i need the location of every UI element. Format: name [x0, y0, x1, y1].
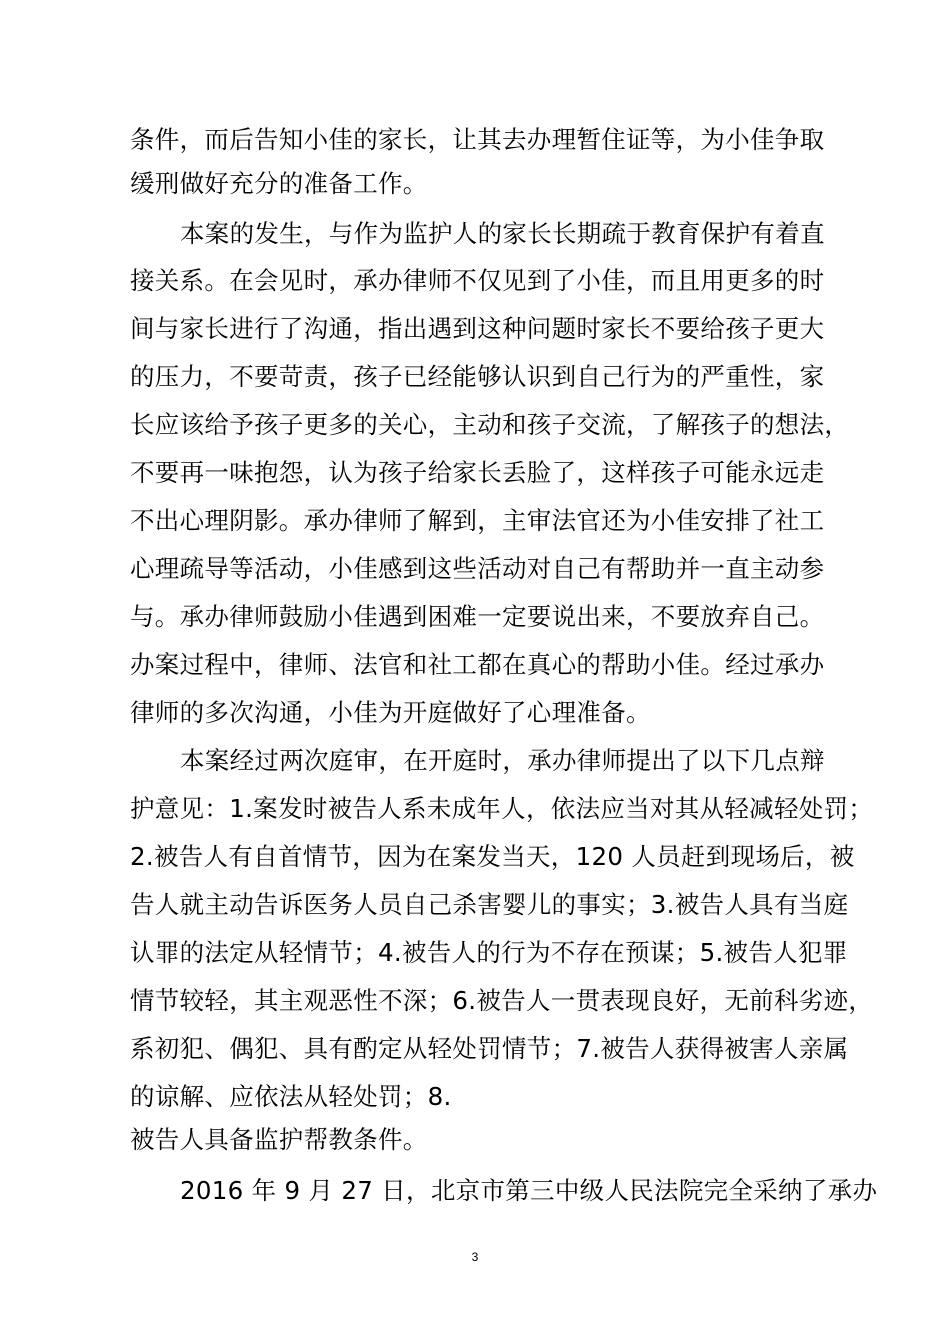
text-line: 接关系。在会见时，承办律师不仅见到了小佳，而且用更多的时	[130, 266, 825, 295]
text-line: 被告人具备监护帮教条件。	[130, 1125, 428, 1154]
page-number: 3	[471, 1250, 479, 1264]
text-line: 本案经过两次庭审，在开庭时，承办律师提出了以下几点辩	[180, 746, 825, 775]
text-line: 办案过程中，律师、法官和社工都在真心的帮助小佳。经过承办	[130, 650, 825, 679]
text-line: 的谅解、应依法从轻处罚；8.	[130, 1082, 452, 1111]
text-line: 告人就主动告诉医务人员自己杀害婴儿的事实；3.被告人具有当庭	[130, 890, 849, 919]
text-line: 2.被告人有自首情节，因为在案发当天，120 人员赶到现场后，被	[130, 842, 855, 871]
text-line: 间与家长进行了沟通，指出遇到这种问题时家长不要给孩子更大	[130, 314, 825, 343]
text-line: 与。承办律师鼓励小佳遇到困难一定要说出来，不要放弃自己。	[130, 602, 825, 631]
text-line: 的压力，不要苛责，孩子已经能够认识到自己行为的严重性，家	[130, 362, 825, 391]
text-line: 条件，而后告知小佳的家长，让其去办理暂住证等，为小佳争取	[130, 125, 825, 154]
text-line: 系初犯、偶犯、具有酌定从轻处罚情节；7.被告人获得被害人亲属	[130, 1034, 849, 1063]
text-line: 律师的多次沟通，小佳为开庭做好了心理准备。	[130, 698, 651, 727]
text-line: 长应该给予孩子更多的关心，主动和孩子交流，了解孩子的想法，	[130, 410, 850, 439]
text-line: 不出心理阴影。承办律师了解到，主审法官还为小佳安排了社工	[130, 506, 825, 535]
text-line: 认罪的法定从轻情节；4.被告人的行为不存在预谋；5.被告人犯罪	[130, 938, 848, 967]
text-line: 心理疏导等活动，小佳感到这些活动对自己有帮助并一直主动参	[130, 554, 825, 583]
text-line: 情节较轻，其主观恶性不深；6.被告人一贯表现良好，无前科劣迹，	[130, 986, 874, 1015]
text-line: 本案的发生，与作为监护人的家长长期疏于教育保护有着直	[180, 219, 825, 248]
text-line: 护意见：1.案发时被告人系未成年人，依法应当对其从轻减轻处罚；	[130, 794, 874, 823]
text-line: 不要再一味抱怨，认为孩子给家长丢脸了，这样孩子可能永远走	[130, 458, 825, 487]
text-line: 缓刑做好充分的准备工作。	[130, 169, 428, 198]
text-line: 2016 年 9 月 27 日，北京市第三中级人民法院完全采纳了承办	[180, 1176, 878, 1205]
